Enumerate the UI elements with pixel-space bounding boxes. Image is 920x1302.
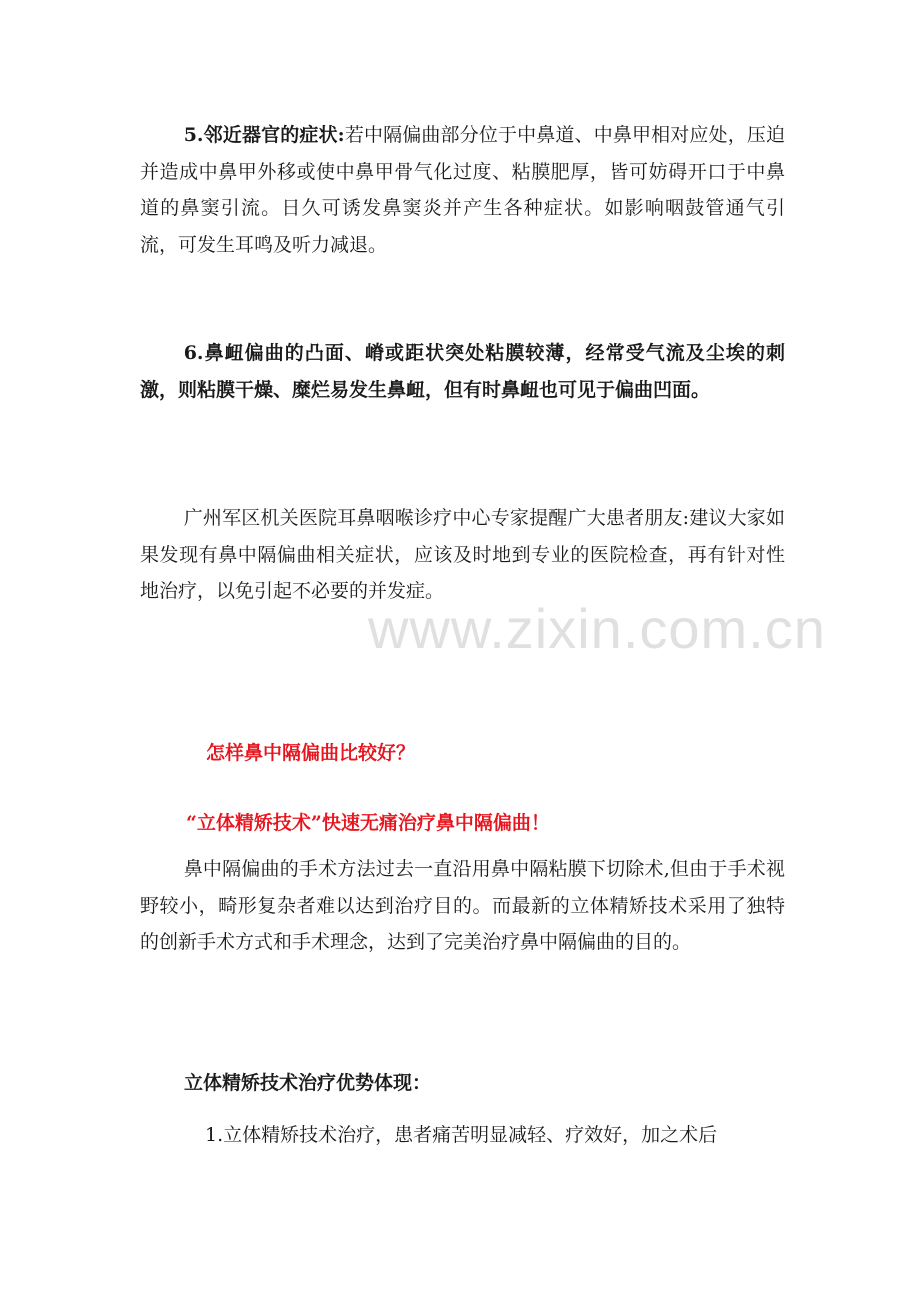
watermark: www.zixin.com.cn (368, 597, 826, 660)
paragraph-adjacent-organ-symptoms (140, 117, 785, 263)
paragraph-expert-advice: 广州军区机关医院耳鼻咽喉诊疗中心专家提醒广大患者朋友:建议大家如果发现有鼻中隔偏曲相关症状，应该及时地到专业的医院检查，再有针对性地治疗，以免引起不必要的并发症。 (140, 507, 785, 602)
paragraph-advantage-1: 1.立体精矫技术治疗，患者痛苦明显减轻、疗效好，加之术后 (205, 1124, 718, 1146)
heading-how-to-treat: 怎样鼻中隔偏曲比较好？ (206, 742, 416, 764)
paragraph-technique-description: 鼻中隔偏曲的手术方法过去一直沿用鼻中隔粘膜下切除术,但由于手术视野较小，畸形复杂者难以达到治疗目的。而最新的立体精矫技术采用了独特的创新手术方式和手术理念，达到了完美治疗鼻中隔偏曲的目的。 (140, 858, 785, 953)
paragraph-nosebleed: 6.鼻衄偏曲的凸面、嵴或距状突处粘膜较薄，经常受气流及尘埃的刺激，则粘膜干燥、糜烂易发生鼻衄，但有时鼻衄也可见于偏曲凹面。 (140, 342, 785, 401)
heading-advantages: 立体精矫技术治疗优势体现： (184, 1072, 432, 1094)
paragraph-lead: 5.邻近器官的症状: (183, 124, 345, 146)
heading-technique: “立体精矫技术”快速无痛治疗鼻中隔偏曲！ (186, 812, 550, 834)
paragraph-body: 若中隔偏曲部分位于中鼻道、中鼻甲相对应处，压迫并造成中鼻甲外移或使中鼻甲骨气化过度、粘膜肥厚，皆可妨碍开口于中鼻道的鼻窦引流。日久可诱发鼻窦炎并产生各种症状。如影响咽鼓管通气引流，可发生耳鸣及听力减退。 (140, 124, 785, 256)
